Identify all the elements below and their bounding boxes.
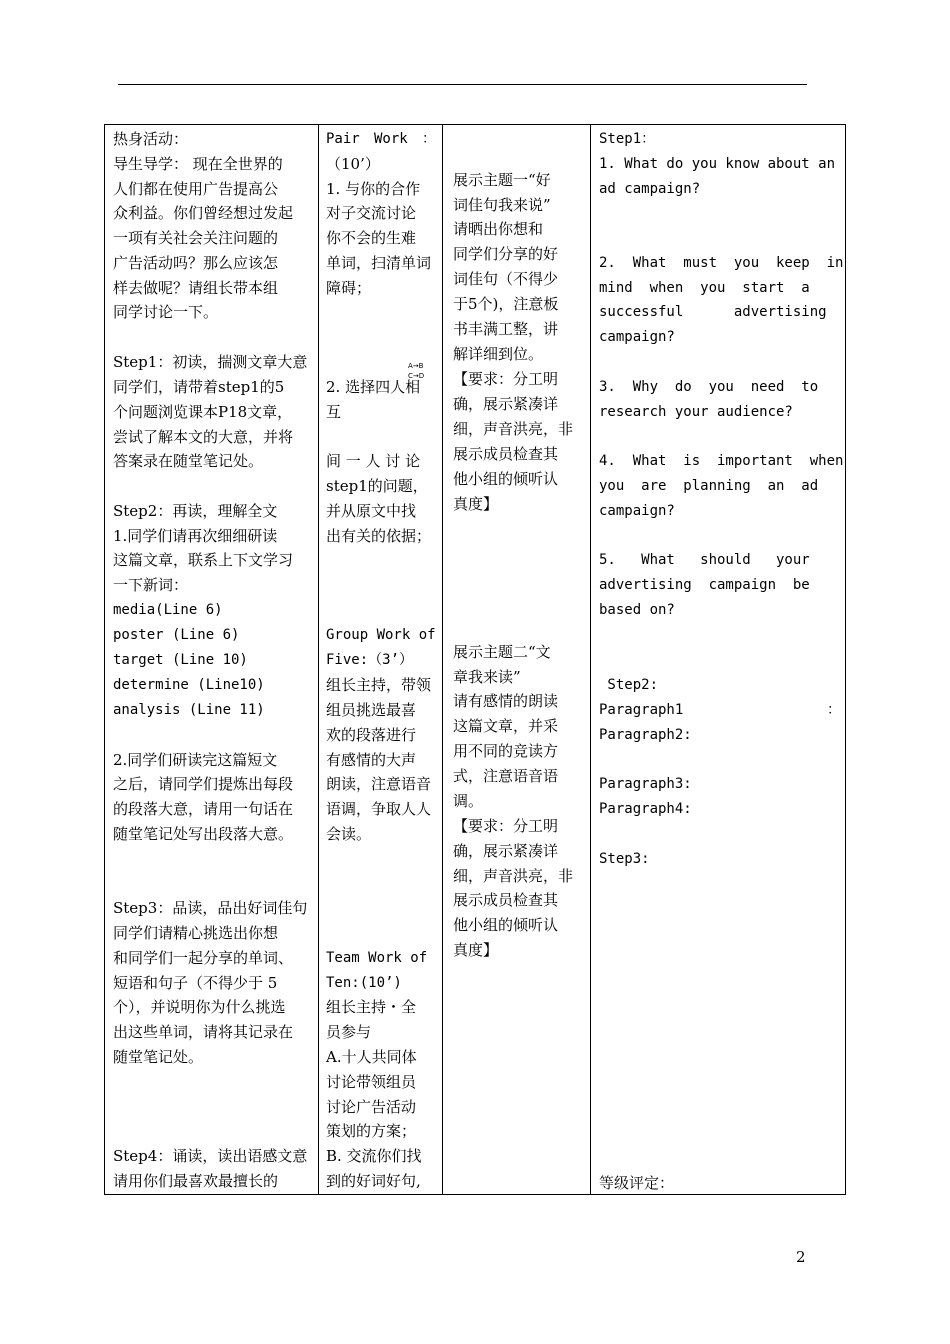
text-line: 尝试了解本文的大意，并将 [113,428,294,446]
text-line: 请用你们最喜欢最擅长的 [113,1172,279,1190]
text-line: 展示主题二“文 [453,643,551,661]
text-line: 细，声音洪亮，非 [453,420,574,438]
text-line: step1的问题， [326,477,428,495]
text-line: 展示成员检查其 [453,891,559,909]
text-line: 出有关的依据； [326,527,432,545]
text-line: 展示主题一“好 [453,171,551,189]
text-line: 1. What do you know about an [599,156,836,172]
text-line: 策划的方案； [326,1122,417,1140]
text-line: successful advertising [599,304,827,320]
text-line: Step1：初读，揣测文章大意 [113,353,308,371]
text-line: 之后，请同学们提炼出每段 [113,775,294,793]
text-word: ： [422,131,436,147]
text-line: 一项有关社会关注问题的 [113,229,279,247]
text-line: 个），并说明你为什么挑选 [113,998,286,1016]
text-line: 有感情的大声 [326,751,417,769]
text-line: 众利益。你们曾经想过发起 [113,204,294,222]
text-line: campaign? [599,503,675,519]
text-line: 并从原文中找 [326,502,417,520]
grade-label: 等级评定： [599,1174,675,1192]
text-line: 他小组的倾听认 [453,916,559,934]
text-line: 同学们请精心挑选出你想 [113,924,279,942]
text-line: 调。 [453,792,484,810]
text-line: 样去做呢？请组长带本组 [113,279,279,297]
text-line: 对子交流讨论 [326,204,417,222]
arrow-mark-bottom: C→D [408,372,425,380]
text-line: 同学们分享的好 [453,245,559,263]
text-line: 一下新词： [113,576,189,594]
text-line: 2. What must you keep in [599,255,844,271]
text-line: 热身活动： [113,130,189,148]
text-line: determine (Line10) [113,677,265,693]
text-line: 导生导学： 现在全世界的 [113,155,283,173]
text-line: media(Line 6) [113,602,223,618]
text-line: 2.同学们研读完这篇短文 [113,751,278,769]
text-line: 章我来读” [453,668,521,686]
text-line: 答案录在随堂笔记处。 [113,452,264,470]
text-line: 5. What should your [599,552,810,568]
text-line: 请晒出你想和 [453,220,544,238]
text-line: 随堂笔记处写出段落大意。 [113,825,294,843]
page-number: 2 [796,1248,806,1266]
pair-work-heading [326,130,436,148]
text-line: B. 交流你们找 [326,1147,422,1165]
text-line: 个问题浏览课本P18文章， [113,403,293,421]
text-line: Team Work of [326,950,428,966]
text-line: 到的好词好句, [326,1172,421,1190]
text-line: 组员挑选最喜 [326,701,417,719]
text-word: ： [827,702,841,718]
text-line: 真度】 [453,941,499,959]
text-word: Paragraph1 [599,702,684,718]
text-line: 员参与 [326,1023,372,1041]
text-line: 会读。 [326,825,372,843]
text-line: 书丰满工整，讲 [453,320,559,338]
text-line: 随堂笔记处。 [113,1048,204,1066]
text-line: 1.同学们请再次细细研读 [113,527,278,545]
text-line: 朗读，注意语音 [326,775,432,793]
text-line: 词佳句（不得少 [453,270,559,288]
text-line: 4. What is important when [599,453,844,469]
text-line: 组长主持・全 [326,998,417,1016]
column-activities [105,125,319,1194]
text-line: Step2: [599,677,659,693]
text-line: 用不同的竞读方 [453,742,559,760]
text-line: 人们都在使用广告提高公 [113,180,279,198]
text-line: advertising campaign be [599,577,810,593]
text-line: 组长主持，带领 [326,676,432,694]
text-line: 互 [326,403,342,421]
text-line: Step4：诵读，读出语感文意 [113,1147,308,1165]
text-line: Paragraph4: [599,801,692,817]
text-line: 这篇文章，联系上下文学习 [113,551,294,569]
column-notes [591,125,845,1194]
text-line: 于5个)，注意板 [453,295,559,313]
text-line: 1. 与你的合作 [326,180,421,198]
text-line: 2. 选择四人相 [326,378,421,396]
text-line: 的段落大意，请用一句话在 [113,800,294,818]
text-line: 语调，争取人人 [326,800,432,818]
text-line: 展示成员检查其 [453,445,559,463]
text-line: 【要求：分工明 [453,817,559,835]
text-line: Step1： [599,131,656,147]
text-line: 同学们，请带着step1的5 [113,378,285,396]
text-line: 和同学们一起分享的单词、 [113,949,294,967]
text-line: 讨论带领组员 [326,1073,417,1091]
text-line: Step3: [599,851,650,867]
header-rule [118,84,807,85]
text-line: 式，注意语音语 [453,767,559,785]
text-line: 确，展示紧凑详 [453,842,559,860]
text-line: target (Line 10) [113,652,248,668]
text-line: 确，展示紧凑详 [453,395,559,413]
text-line: 3. Why do you need to [599,379,819,395]
text-line: analysis (Line 11) [113,702,265,718]
text-line: Ten:(10’) [326,975,402,991]
text-line: 你不会的生难 [326,229,417,247]
text-word: Work [374,131,408,147]
text-line: A.十人共同体 [326,1048,417,1066]
text-line: research your audience? [599,404,793,420]
text-line: Step2：再读，理解全文 [113,502,278,520]
paragraph1-line [599,701,841,719]
column-group-work [319,125,443,1194]
text-line: 同学讨论一下。 [113,303,219,321]
text-line: 出这些单词，请将其记录在 [113,1023,294,1041]
text-line: 单词，扫清单词 [326,254,432,272]
text-line: Five:（3’） [326,652,414,668]
text-line: （10’） [326,155,380,173]
text-line: campaign? [599,329,675,345]
text-line: 障碍； [326,279,372,297]
text-line: 解详细到位。 [453,345,544,363]
text-line: Group Work of [326,627,436,643]
text-line: Step3：品读，品出好词佳句 [113,899,308,917]
text-line: 间 一 人 讨 论 [326,452,421,470]
lesson-table [104,124,846,1195]
text-line: ad campaign? [599,181,701,197]
text-line: Paragraph3: [599,776,692,792]
text-line: based on? [599,602,675,618]
text-line: 【要求：分工明 [453,370,559,388]
text-line: you are planning an ad [599,478,819,494]
text-line: 广告活动吗？那么应该怎 [113,254,279,272]
text-line: 词佳句我来说” [453,196,551,214]
text-line: 真度】 [453,495,499,513]
text-line: poster (Line 6) [113,627,240,643]
text-line: Paragraph2: [599,727,692,743]
text-line: mind when you start a [599,280,810,296]
text-line: 欢的段落进行 [326,726,417,744]
text-line: 讨论广告活动 [326,1098,417,1116]
text-word: Pair [326,131,360,147]
text-line: 短语和句子（不得少于 5 [113,974,278,992]
column-presentation [443,125,591,1194]
text-line: 细，声音洪亮，非 [453,867,574,885]
text-line: 这篇文章，并采 [453,717,559,735]
text-line: 他小组的倾听认 [453,470,559,488]
arrow-mark-top: A→B [408,362,424,370]
text-line: 请有感情的朗读 [453,692,559,710]
